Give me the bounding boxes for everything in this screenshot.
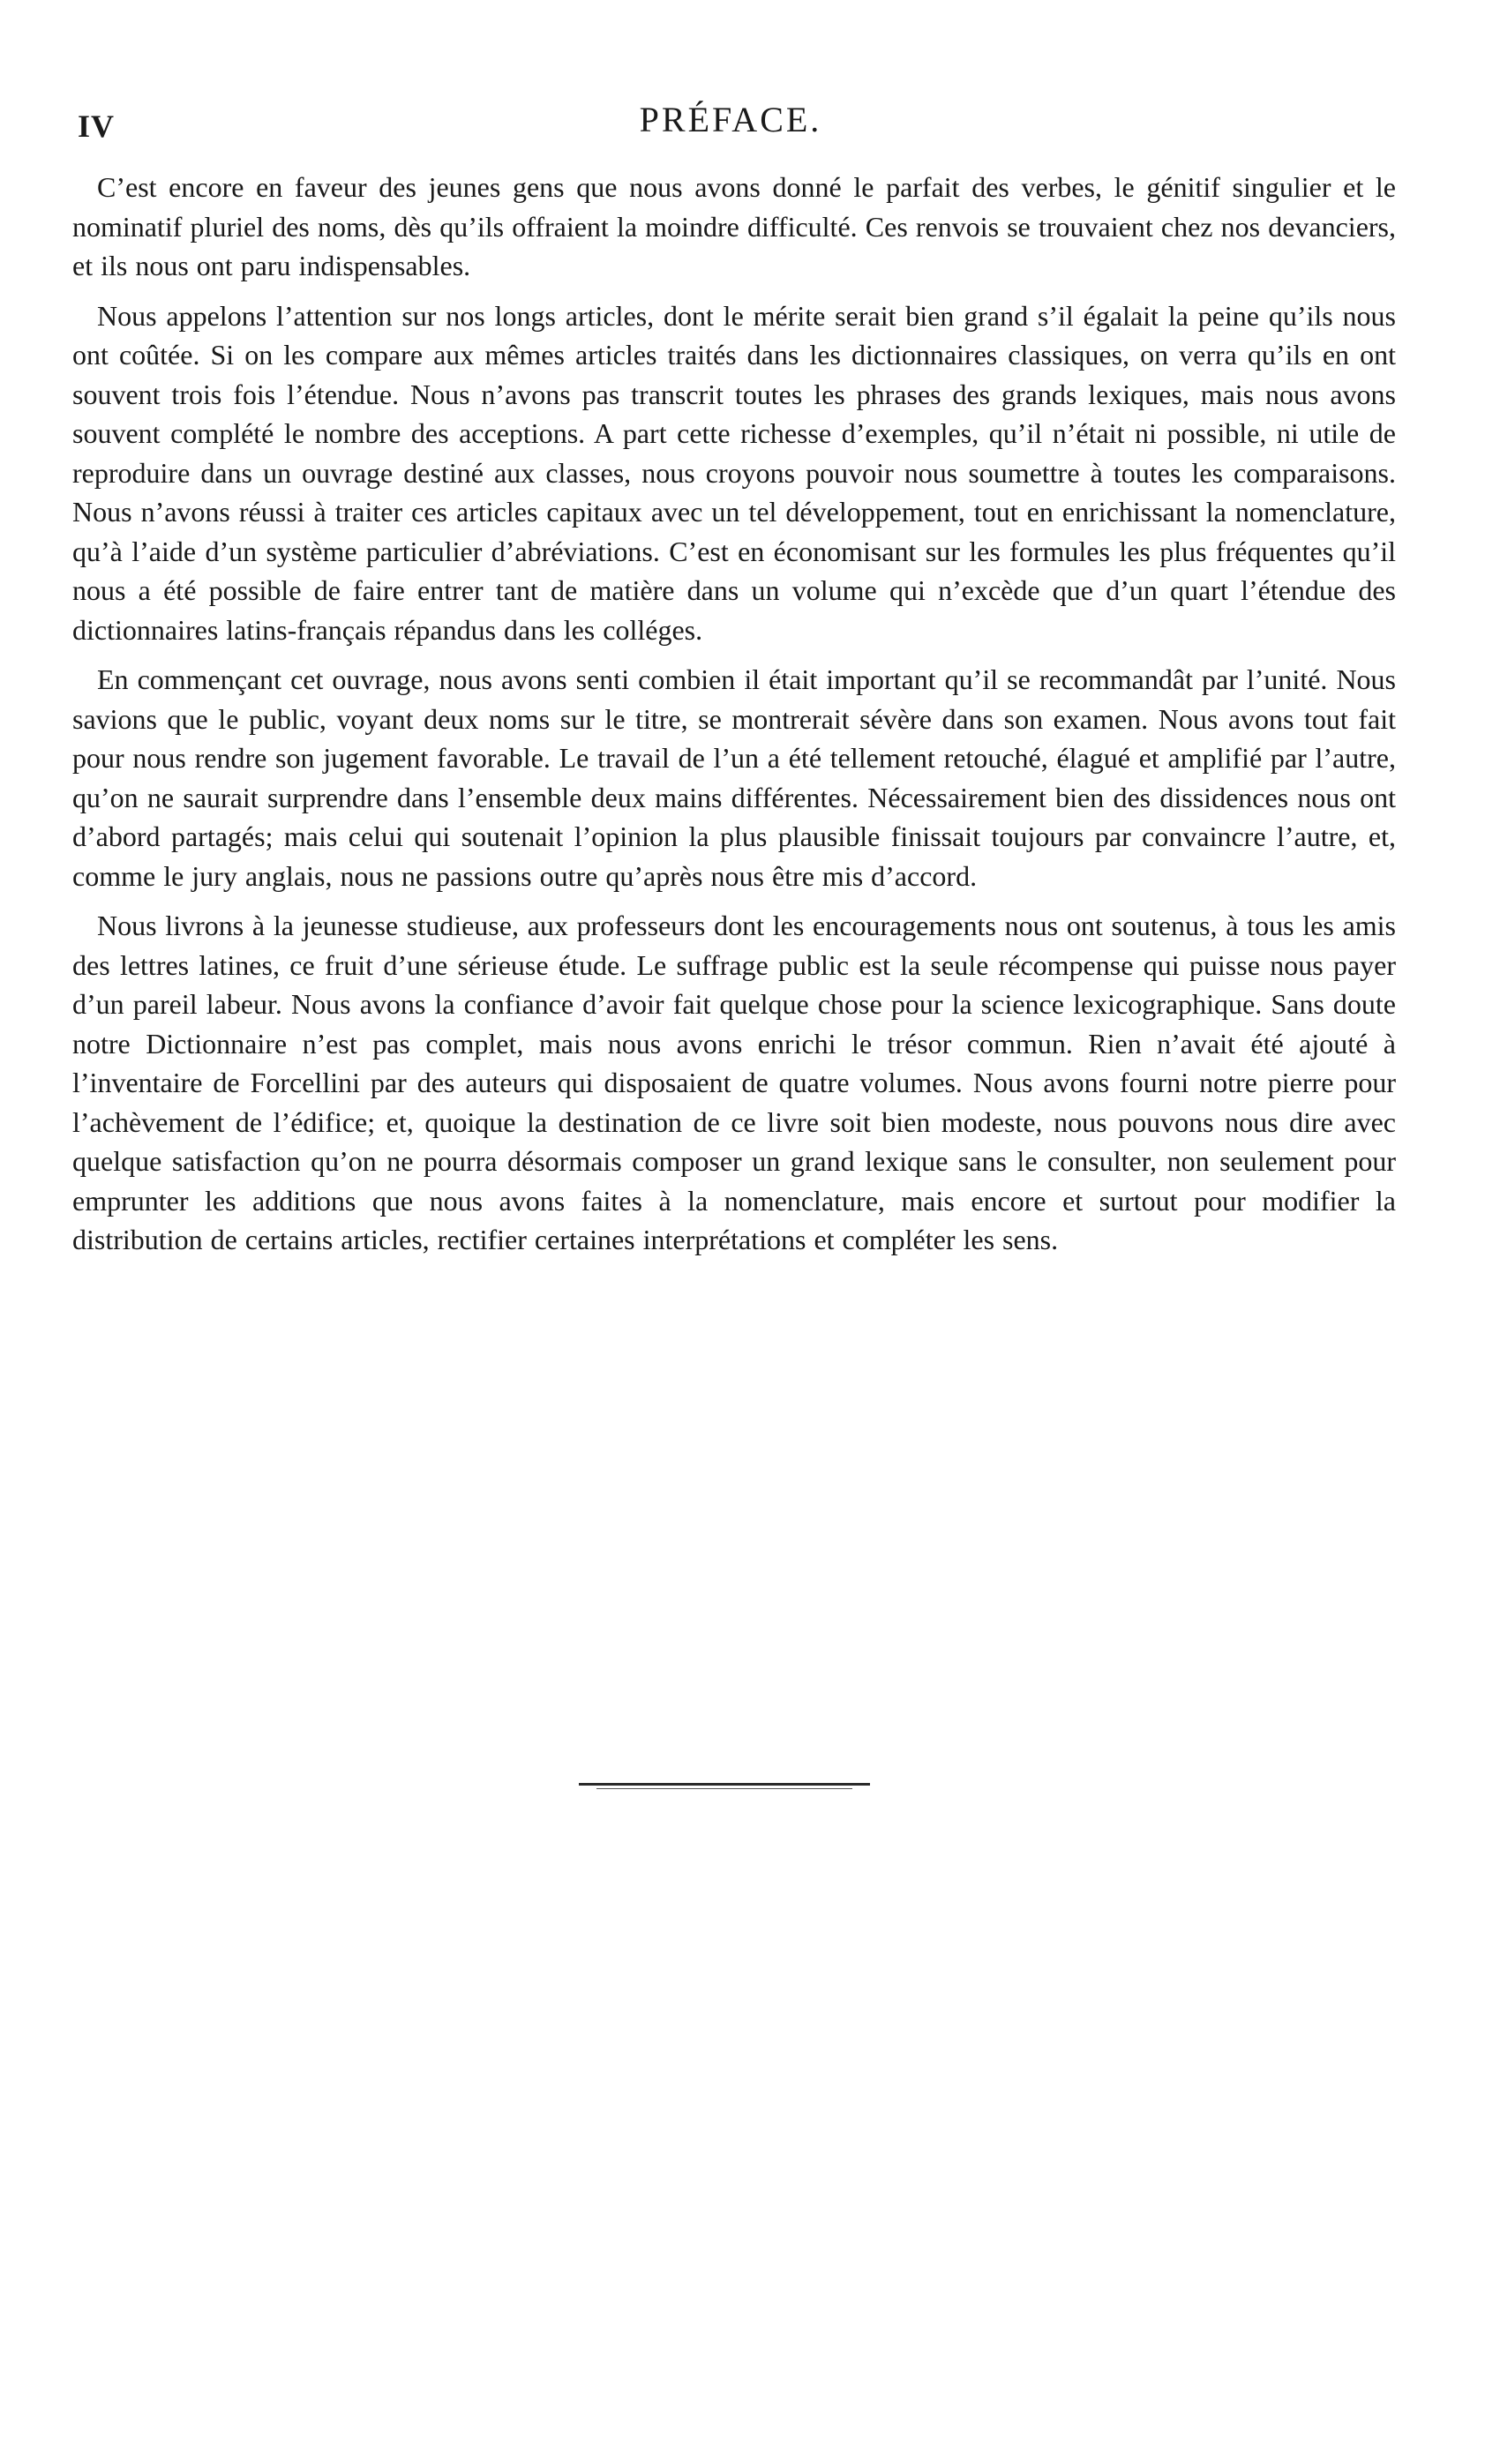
paragraph-1: C’est encore en faveur des jeunes gens que nous avons donné le parfait des verbes, le génitif singulier et le nominatif pluriel des noms, dès qu’ils offraient la moindre difficulté. Ces renvois se trouvaient chez nos devanciers, et ils nous ont paru indispensables. xyxy=(72,171,1396,281)
paragraph-2: Nous appelons l’attention sur nos longs articles, dont le mérite serait bien grand s’il égalait la peine qu’ils nous ont coûtée. Si on les compare aux mêmes articles traités dans les dictionnaires classiques, on verra qu’ils en ont souvent trois fois l’étendue. Nous n’avons pas transcrit toutes les phrases des grands lexiques, mais nous avons souvent complété le nombre des acceptions. A part cette richesse d’exemples, qu’il n’était ni possible, ni utile de reproduire dans un ouvrage destiné aux classes, nous croyons pouvoir nous soumettre à toutes les comparaisons. Nous n’avons réussi à traiter ces articles capitaux avec un tel développement, tout en enrichissant la nomenclature, qu’à l’aide d’un système particulier d’abréviations. C’est en économisant sur les formules les plus fréquentes qu’il nous a été possible de faire entrer tant de matière dans un volume qui n’excède que d’un quart l’étendue des dictionnaires latins-français répandus dans les colléges. xyxy=(72,299,1396,646)
paragraph-4: Nous livrons à la jeunesse studieuse, aux professeurs dont les encouragements nous ont soutenus, à tous les amis des lettres latines, ce fruit d’une sérieuse étude. Le suffrage public est la seule récompense qui puisse nous payer d’un pareil labeur. Nous avons la confiance d’avoir fait quelque chose pour la science lexicographique. Sans doute notre Dictionnaire n’est pas complet, mais nous avons enrichi le trésor commun. Rien n’avait été ajouté à l’inventaire de Forcellini par des auteurs qui disposaient de quatre volumes. Nous avons fourni notre pierre pour l’achèvement de l’édifice; et, quoique la destination de ce livre soit bien modeste, nous pouvons nous dire avec quelque satisfaction qu’on ne pourra désormais composer un grand lexique sans le consulter, non seulement pour emprunter les additions que nous avons faites à la nomenclature, mais encore et surtout pour modifier la distribution de certains articles, rectifier certaines interprétations et compléter les sens. xyxy=(72,910,1396,1255)
page-title: PRÉFACE. xyxy=(639,100,822,139)
page-number: IV xyxy=(78,109,116,144)
paragraph-3: En commençant cet ouvrage, nous avons senti combien il était important qu’il se recommandât par l’unité. Nous savions que le public, voyant deux noms sur le titre, se montrerait sévère dans son examen. Nous avons tout fait pour nous rendre son jugement favorable. Le travail de l’un a été tellement retouché, élagué et amplifié par l’autre, qu’on ne saurait surprendre dans l’ensemble deux mains différentes. Nécessairement bien des dissidences nous ont d’abord partagés; mais celui qui soutenait l’opinion la plus plausible finissait toujours par convaincre l’autre, et, comme le jury anglais, nous ne passions outre qu’après nous être mis d’accord. xyxy=(72,663,1396,892)
running-head xyxy=(78,99,1384,152)
end-of-section-rule xyxy=(579,1783,870,1786)
preface-body xyxy=(72,168,1396,1270)
